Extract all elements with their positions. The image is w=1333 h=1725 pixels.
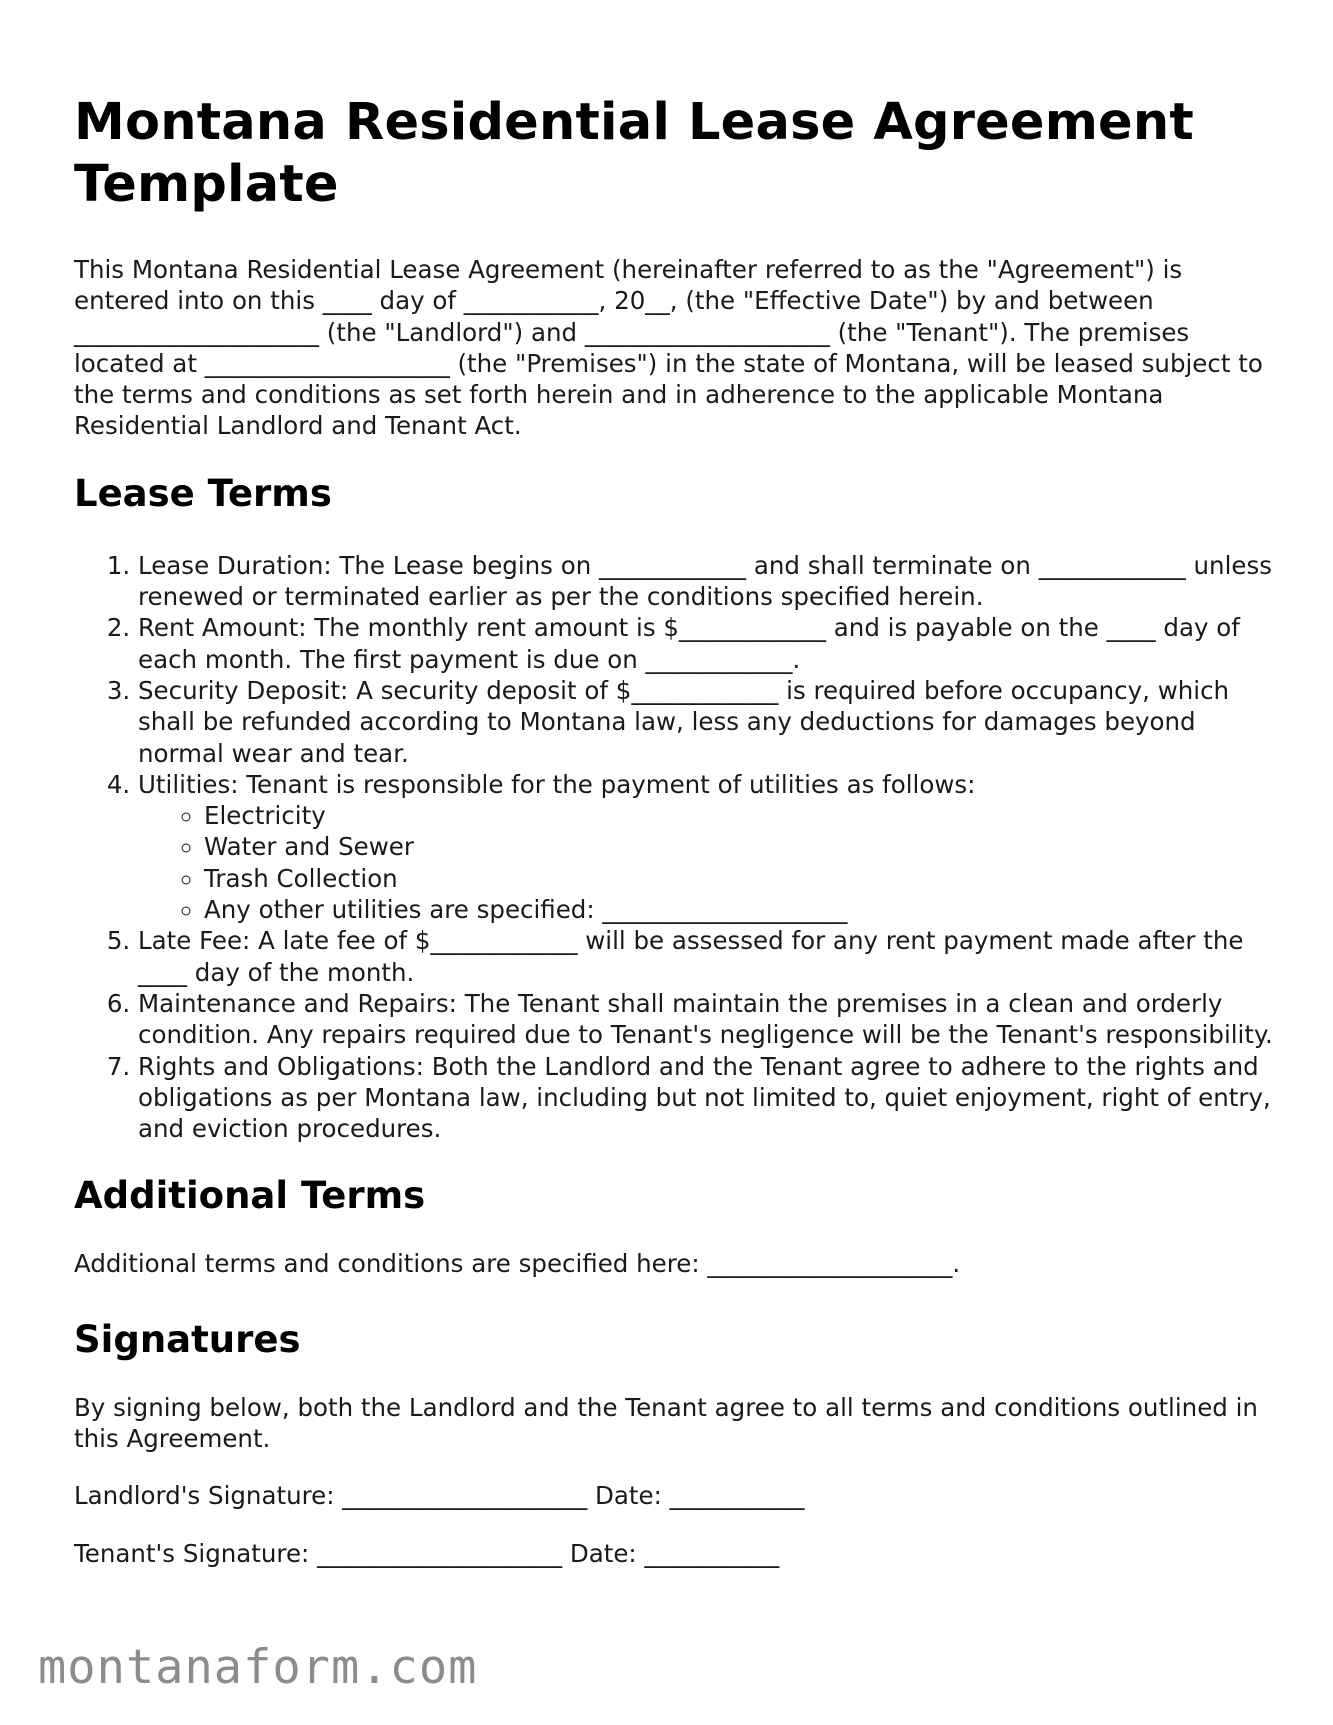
tenant-signature-line: Tenant's Signature: ____________________ Date: ___________ bbox=[74, 1538, 780, 1568]
document-title: Montana Residential Lease Agreement Template bbox=[74, 93, 1194, 214]
utility-item: ◦ Electricity bbox=[204, 800, 1274, 831]
term-rent-amount bbox=[138, 612, 1274, 675]
additional-terms-heading: Additional Terms bbox=[74, 1174, 426, 1218]
utility-item: ◦ Water and Sewer bbox=[204, 831, 1274, 862]
term-text: Utilities: Tenant is responsible for the payment of utilities as follows: bbox=[138, 769, 976, 799]
term-text: Late Fee: A late fee of $____________ will be assessed for any rent payment made after the ____ day of the month. bbox=[138, 926, 1244, 987]
term-text: Rights and Obligations: Both the Landlord and the Tenant agree to adhere to the rights and obligations as per Montana law, including but not limited to, quiet enjoyment, right of entry, and eviction procedures. bbox=[138, 1051, 1271, 1144]
term-text: Security Deposit: A security deposit of $____________ is required before occupancy, which shall be refunded according to Montana law, less any deductions for damages beyond normal wear and tear. bbox=[138, 675, 1230, 768]
utility-item: ◦ Trash Collection bbox=[204, 863, 1274, 894]
term-lease-duration bbox=[138, 550, 1274, 613]
term-maintenance bbox=[138, 988, 1274, 1051]
term-utilities bbox=[138, 769, 1274, 925]
signatures-intro: By signing below, both the Landlord and the Tenant agree to all terms and conditions outlined in this Agreement. bbox=[74, 1392, 1258, 1454]
additional-terms-text: Additional terms and conditions are specified here: ____________________. bbox=[74, 1249, 961, 1279]
term-late-fee bbox=[138, 925, 1274, 988]
intro-paragraph: This Montana Residential Lease Agreement (hereinafter referred to as the "Agreement") is entered into on this ____ day of ___________, 20__, (the "Effective Date") by and between ____________________ (the "Landlord") and ____________________ (the "Tenant"). The premises located at ____________________ (the "Premises") in the state of Montana, will be leased subject to the terms and conditions as set forth herein and in adherence to the applicable Montana Residential Landlord and Tenant Act. bbox=[74, 255, 1263, 441]
term-security-deposit bbox=[138, 675, 1274, 769]
term-text: Lease Duration: The Lease begins on ____________ and shall terminate on ____________ unless renewed or terminated earlier as per the conditions specified herein. bbox=[138, 550, 1272, 612]
lease-terms-list bbox=[74, 550, 1274, 1145]
lease-terms-heading: Lease Terms bbox=[74, 471, 332, 515]
landlord-signature-line: Landlord's Signature: ____________________ Date: ___________ bbox=[74, 1481, 805, 1511]
term-rights-obligations bbox=[138, 1051, 1274, 1145]
utility-item: ◦ Any other utilities are specified: ____________________ bbox=[204, 894, 1274, 925]
term-text: Rent Amount: The monthly rent amount is $____________ and is payable on the ____ day of each month. The first payment is due on ____________. bbox=[138, 613, 1240, 674]
term-text: Maintenance and Repairs: The Tenant shall maintain the premises in a clean and orderly condition. Any repairs required due to Tenant's negligence will be the Tenant's responsibility. bbox=[138, 988, 1273, 1050]
document-page bbox=[74, 92, 1274, 1595]
signatures-heading: Signatures bbox=[74, 1317, 301, 1361]
utilities-list bbox=[138, 800, 1274, 925]
watermark: montanaform.com bbox=[38, 1640, 478, 1695]
